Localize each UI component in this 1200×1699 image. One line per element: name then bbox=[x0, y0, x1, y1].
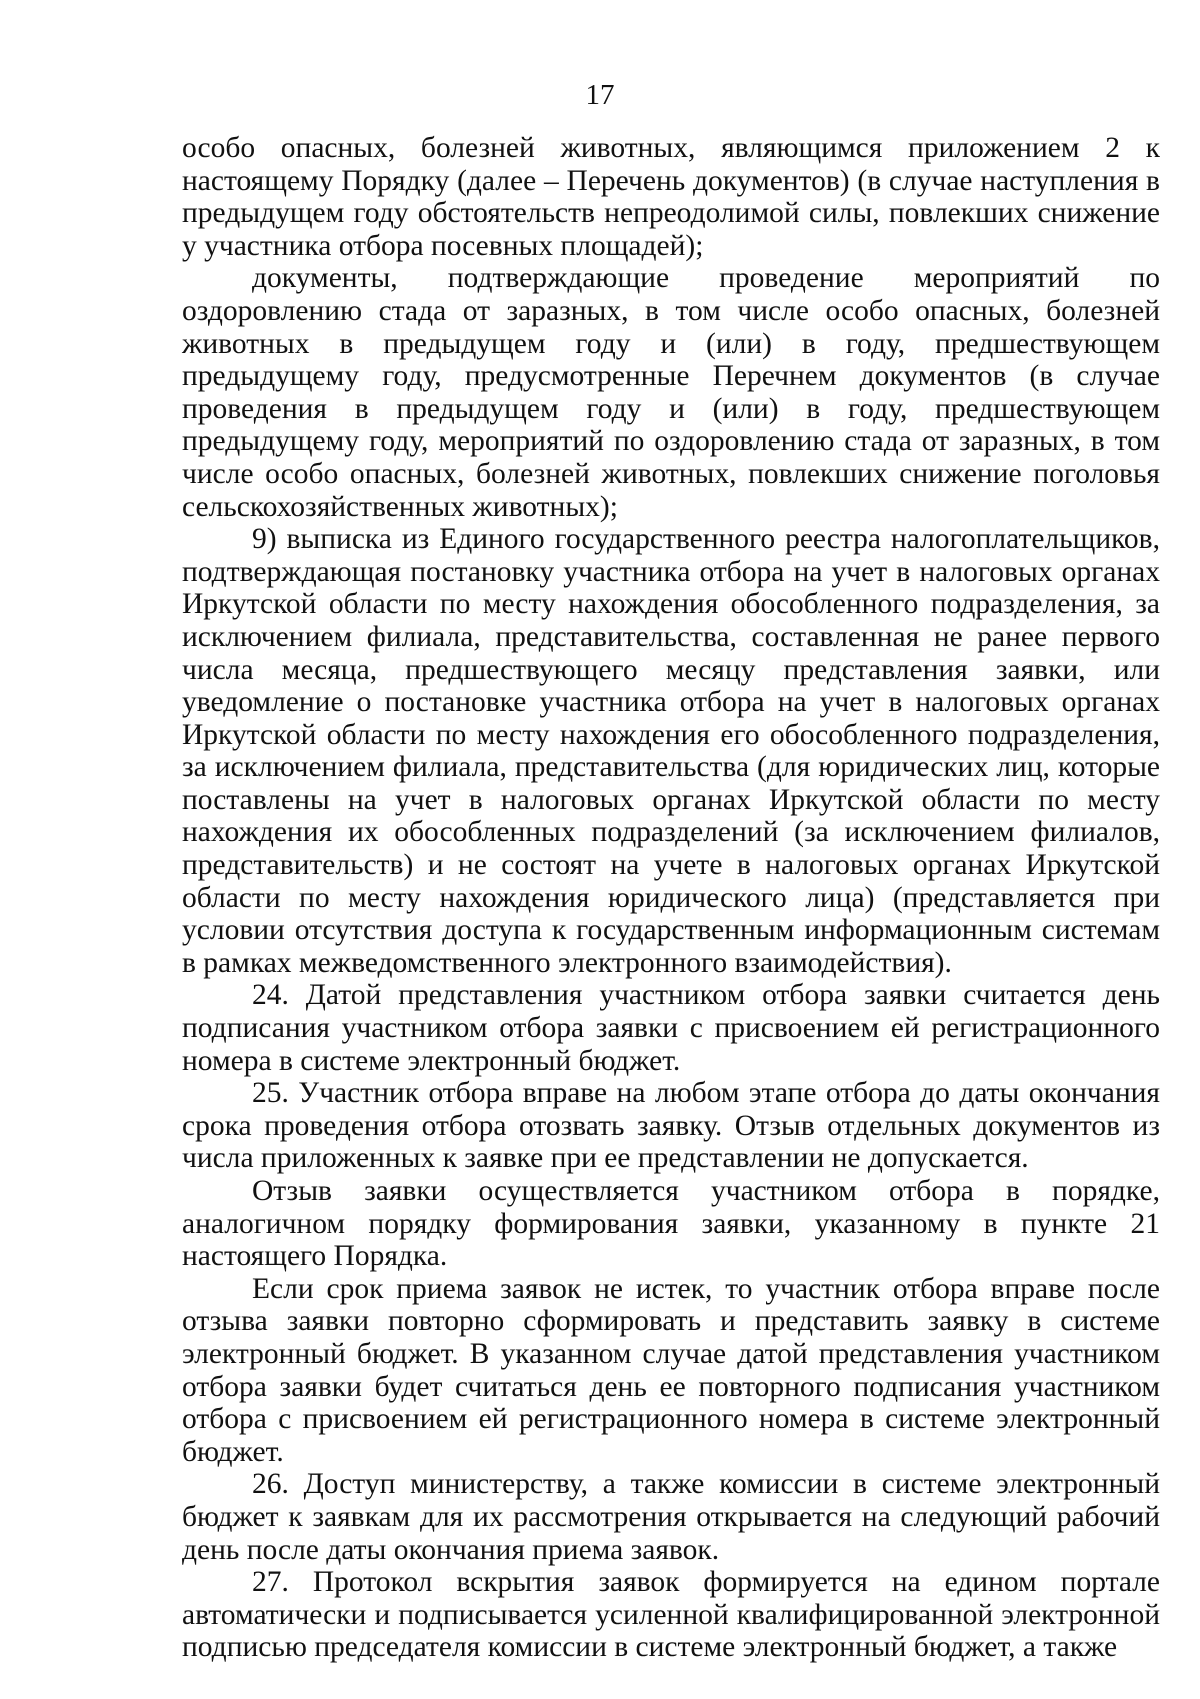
paragraph-24: 24. Датой представления участником отбора заявки считается день подписания участником отбора заявки с присвоением ей регистрационного номера в системе электронный бюджет. bbox=[182, 979, 1160, 1077]
paragraph-item-9: 9) выписка из Единого государственного реестра налогоплательщиков, подтверждающая постановку участника отбора на учет в налоговых органах Иркутской области по месту нахождения обособленного подразделения, за исключением филиала, представительства, составленная не ранее первого числа месяца, предшествующего месяцу представления заявки, или уведомление о постановке участника отбора на учет в налоговых органах Иркутской области по месту нахождения его обособленного подразделения, за исключением филиала, представительства (для юридических лиц, которые поставлены на учет в налоговых органах Иркутской области по месту нахождения их обособленных подразделений (за исключением филиалов, представительств) и не состоят на учете в налоговых органах Иркутской области по месту нахождения юридического лица) (представляется при условии отсутствия доступа к государственным информационным системам в рамках межведомственного электронного взаимодействия). bbox=[182, 523, 1160, 979]
page-number: 17 bbox=[585, 79, 615, 111]
paragraph-continuation: особо опасных, болезней животных, являющимся приложением 2 к настоящему Порядку (далее – Перечень документов) (в случае наступления в предыдущем году обстоятельств непреодолимой силы, повлекших снижение у участника отбора посевных площадей); bbox=[182, 132, 1160, 262]
paragraph-25: 25. Участник отбора вправе на любом этапе отбора до даты окончания срока проведения отбора отозвать заявку. Отзыв отдельных документов из числа приложенных к заявке при ее представлении не допускается. bbox=[182, 1077, 1160, 1175]
paragraph-resubmission: Если срок приема заявок не истек, то участник отбора вправе после отзыва заявки повторно сформировать и представить заявку в системе электронный бюджет. В указанном случае датой представления участником отбора заявки будет считаться день ее повторного подписания участником отбора с присвоением ей регистрационного номера в системе электронный бюджет. bbox=[182, 1272, 1160, 1468]
paragraph-health-documents: документы, подтверждающие проведение мероприятий по оздоровлению стада от заразных, в том числе особо опасных, болезней животных в предыдущем году и (или) в году, предшествующем предыдущему году, предусмотренные Перечнем документов (в случае проведения в предыдущем году и (или) в году, предшествующем предыдущему году, мероприятий по оздоровлению стада от заразных, в том числе особо опасных, болезней животных, повлекших снижение поголовья сельскохозяйственных животных); bbox=[182, 262, 1160, 523]
paragraph-27: 27. Протокол вскрытия заявок формируется на едином портале автоматически и подписывается усиленной квалифицированной электронной подписью председателя комиссии в системе электронный бюджет, а также bbox=[182, 1566, 1160, 1664]
paragraph-withdrawal: Отзыв заявки осуществляется участником отбора в порядке, аналогичном порядку формирования заявки, указанному в пункте 21 настоящего Порядка. bbox=[182, 1175, 1160, 1273]
paragraph-26: 26. Доступ министерству, а также комиссии в системе электронный бюджет к заявкам для их рассмотрения открывается на следующий рабочий день после даты окончания приема заявок. bbox=[182, 1468, 1160, 1566]
document-body bbox=[182, 132, 1160, 1664]
